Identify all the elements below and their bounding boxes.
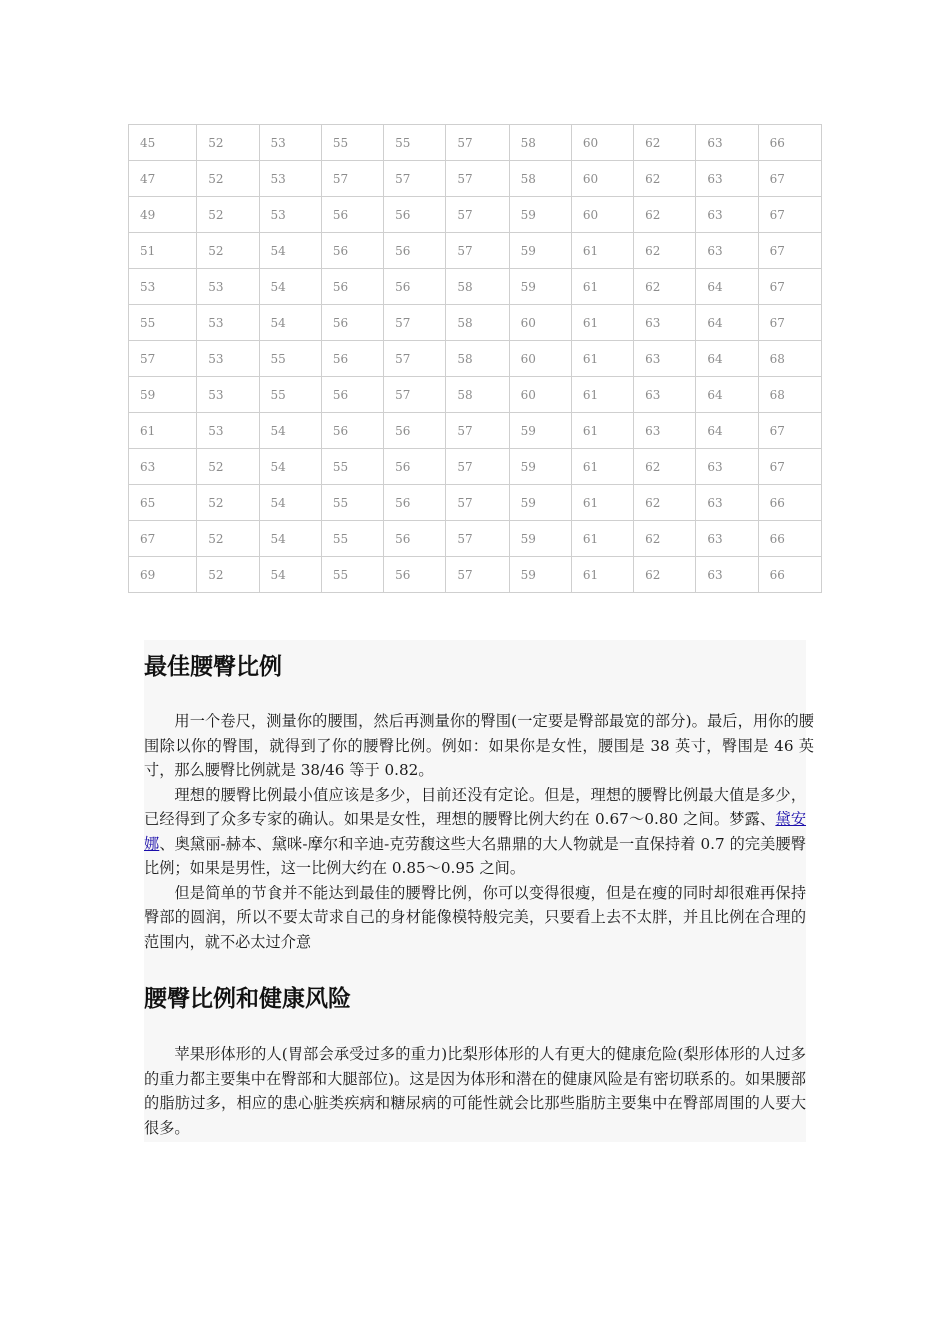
- table-cell: 55: [259, 341, 321, 377]
- table-cell: 57: [446, 233, 509, 269]
- table-cell: 61: [571, 413, 633, 449]
- table-row: [129, 269, 822, 305]
- article-section: [144, 640, 814, 1142]
- table-cell: 52: [197, 233, 259, 269]
- table-cell: 56: [321, 269, 383, 305]
- table-cell: 59: [129, 377, 197, 413]
- table-cell: 68: [758, 341, 821, 377]
- table-row: [129, 305, 822, 341]
- table-cell: 56: [384, 557, 446, 593]
- table-cell: 58: [446, 305, 509, 341]
- section1-body: [144, 709, 814, 954]
- table-cell: 63: [634, 341, 696, 377]
- table-row: [129, 377, 822, 413]
- table-cell: 61: [571, 521, 633, 557]
- table-cell: 62: [634, 197, 696, 233]
- link-diana[interactable]: 黛安娜: [144, 810, 807, 853]
- table-cell: 62: [634, 485, 696, 521]
- table-cell: 63: [634, 377, 696, 413]
- table-row: [129, 125, 822, 161]
- table-row: [129, 485, 822, 521]
- table-cell: 61: [571, 557, 633, 593]
- table-cell: 59: [509, 197, 571, 233]
- table-cell: 61: [571, 485, 633, 521]
- table-cell: 62: [634, 557, 696, 593]
- table-row: [129, 413, 822, 449]
- table-cell: 60: [571, 161, 633, 197]
- table-cell: 62: [634, 521, 696, 557]
- table-cell: 69: [129, 557, 197, 593]
- table-row: [129, 557, 822, 593]
- table-cell: 57: [446, 485, 509, 521]
- table-cell: 62: [634, 269, 696, 305]
- table-cell: 55: [321, 521, 383, 557]
- table-cell: 62: [634, 161, 696, 197]
- table-cell: 60: [509, 377, 571, 413]
- table-cell: 57: [384, 341, 446, 377]
- table-cell: 63: [634, 305, 696, 341]
- table-cell: 63: [696, 557, 758, 593]
- table-cell: 57: [321, 161, 383, 197]
- section2-body: [144, 1042, 806, 1140]
- table-cell: 53: [259, 125, 321, 161]
- table-cell: 63: [696, 521, 758, 557]
- table-cell: 57: [446, 161, 509, 197]
- table-row: [129, 197, 822, 233]
- table-cell: 63: [696, 485, 758, 521]
- table-cell: 61: [571, 377, 633, 413]
- table-cell: 60: [571, 197, 633, 233]
- table-cell: 52: [197, 161, 259, 197]
- table-body: [129, 125, 822, 593]
- table-cell: 57: [384, 305, 446, 341]
- table-cell: 66: [758, 125, 821, 161]
- table-cell: 62: [634, 449, 696, 485]
- table-cell: 61: [129, 413, 197, 449]
- table-cell: 61: [571, 341, 633, 377]
- table-cell: 52: [197, 197, 259, 233]
- table-cell: 54: [259, 557, 321, 593]
- table-cell: 55: [321, 485, 383, 521]
- table-cell: 55: [321, 449, 383, 485]
- table-cell: 56: [384, 485, 446, 521]
- table-cell: 67: [758, 413, 821, 449]
- table-cell: 63: [696, 161, 758, 197]
- table-cell: 60: [509, 305, 571, 341]
- table-cell: 59: [509, 413, 571, 449]
- table-cell: 67: [758, 233, 821, 269]
- table-cell: 67: [129, 521, 197, 557]
- table-cell: 57: [446, 125, 509, 161]
- table-cell: 57: [446, 197, 509, 233]
- table-cell: 52: [197, 449, 259, 485]
- table-cell: 53: [259, 197, 321, 233]
- table-cell: 56: [321, 305, 383, 341]
- table-cell: 58: [509, 161, 571, 197]
- table-cell: 67: [758, 269, 821, 305]
- table-cell: 59: [509, 557, 571, 593]
- table-cell: 56: [321, 197, 383, 233]
- table-cell: 67: [758, 197, 821, 233]
- table-cell: 63: [696, 449, 758, 485]
- table-row: [129, 521, 822, 557]
- table-cell: 59: [509, 269, 571, 305]
- table-cell: 67: [758, 449, 821, 485]
- table-cell: 63: [696, 125, 758, 161]
- table-cell: 55: [129, 305, 197, 341]
- table-cell: 58: [446, 377, 509, 413]
- table-cell: 55: [321, 557, 383, 593]
- table-cell: 61: [571, 233, 633, 269]
- table-cell: 54: [259, 233, 321, 269]
- table-cell: 55: [384, 125, 446, 161]
- table-cell: 63: [129, 449, 197, 485]
- table-cell: 53: [197, 341, 259, 377]
- table-cell: 54: [259, 521, 321, 557]
- table-cell: 54: [259, 449, 321, 485]
- paragraph-ideal-ratio: [144, 783, 806, 881]
- table-cell: 61: [571, 269, 633, 305]
- table-cell: 61: [571, 305, 633, 341]
- table-cell: 66: [758, 557, 821, 593]
- table-cell: 56: [384, 449, 446, 485]
- paragraph-dieting: 但是简单的节食并不能达到最佳的腰臀比例，你可以变得很瘦，但是在瘦的同时却很难再保持臀部的圆润，所以不要太苛求自己的身材能像模特般完美，只要看上去不太胖，并且比例在合理的范围内，就不必太过介意: [144, 883, 806, 951]
- table-row: [129, 233, 822, 269]
- table-cell: 56: [384, 233, 446, 269]
- table-cell: 55: [321, 125, 383, 161]
- table-cell: 54: [259, 269, 321, 305]
- table-cell: 56: [384, 413, 446, 449]
- table-cell: 60: [509, 341, 571, 377]
- paragraph-ideal-ratio-part1: 理想的腰臀比例最小值应该是多少，目前还没有定论。但是，理想的腰臀比例最大值是多少，已经得到了众多专家的确认。如果是女性，理想的腰臀比例大约在 0.67～0.80 之间。梦露、: [144, 785, 806, 828]
- table-row: [129, 161, 822, 197]
- table-cell: 64: [696, 413, 758, 449]
- table-cell: 57: [129, 341, 197, 377]
- table-cell: 54: [259, 413, 321, 449]
- table-cell: 57: [384, 161, 446, 197]
- table-cell: 56: [384, 197, 446, 233]
- table-cell: 45: [129, 125, 197, 161]
- table-cell: 49: [129, 197, 197, 233]
- table-cell: 53: [197, 413, 259, 449]
- table-cell: 57: [446, 557, 509, 593]
- table-cell: 63: [696, 197, 758, 233]
- table-cell: 56: [321, 233, 383, 269]
- table-cell: 66: [758, 485, 821, 521]
- table-cell: 63: [696, 233, 758, 269]
- table-cell: 47: [129, 161, 197, 197]
- table-cell: 57: [446, 413, 509, 449]
- table-cell: 56: [321, 413, 383, 449]
- table-cell: 53: [197, 269, 259, 305]
- table-cell: 63: [634, 413, 696, 449]
- table-cell: 64: [696, 341, 758, 377]
- section-heading-best-ratio: 最佳腰臀比例: [144, 654, 282, 680]
- table-cell: 56: [321, 377, 383, 413]
- table-cell: 52: [197, 125, 259, 161]
- table-cell: 56: [321, 341, 383, 377]
- table-cell: 64: [696, 305, 758, 341]
- table-row: [129, 341, 822, 377]
- table-cell: 67: [758, 161, 821, 197]
- table-cell: 53: [259, 161, 321, 197]
- table-cell: 53: [197, 305, 259, 341]
- table-cell: 57: [384, 377, 446, 413]
- table-cell: 62: [634, 233, 696, 269]
- table-cell: 55: [259, 377, 321, 413]
- table-cell: 57: [446, 521, 509, 557]
- table-cell: 58: [446, 341, 509, 377]
- table-cell: 68: [758, 377, 821, 413]
- table-cell: 52: [197, 557, 259, 593]
- paragraph-ideal-ratio-part2: 、奥黛丽-赫本、黛咪-摩尔和辛迪-克劳馥这些大名鼎鼎的大人物就是一直保持着 0.7 的完美腰臀比例；如果是男性，这一比例大约在 0.85～0.95 之间。: [144, 834, 806, 877]
- table-cell: 59: [509, 449, 571, 485]
- table-cell: 65: [129, 485, 197, 521]
- table-cell: 62: [634, 125, 696, 161]
- section-heading-health-risk: 腰臀比例和健康风险: [144, 986, 351, 1012]
- table-cell: 59: [509, 485, 571, 521]
- table-cell: 64: [696, 377, 758, 413]
- table-cell: 60: [571, 125, 633, 161]
- table-cell: 52: [197, 485, 259, 521]
- table-cell: 59: [509, 521, 571, 557]
- table-cell: 66: [758, 521, 821, 557]
- table-cell: 57: [446, 449, 509, 485]
- table-row: [129, 449, 822, 485]
- paragraph-measure-method: 用一个卷尺，测量你的腰围，然后再测量你的臀围(一定要是臀部最宽的部分)。最后，用你的腰围除以你的臀围，就得到了你的腰臀比例。例如：如果你是女性，腰围是 38 英寸，臀围是 46 英寸，那么腰臀比例就是 38/46 等于 0.82。: [144, 712, 814, 779]
- table-cell: 58: [446, 269, 509, 305]
- table-cell: 51: [129, 233, 197, 269]
- table-cell: 59: [509, 233, 571, 269]
- table-cell: 53: [129, 269, 197, 305]
- table-cell: 54: [259, 305, 321, 341]
- table-cell: 52: [197, 521, 259, 557]
- table-cell: 53: [197, 377, 259, 413]
- table-cell: 64: [696, 269, 758, 305]
- size-chart-table: [128, 124, 822, 593]
- table-cell: 54: [259, 485, 321, 521]
- paragraph-health-risk: 苹果形体形的人(胃部会承受过多的重力)比梨形体形的人有更大的健康危险(梨形体形的人过多的重力都主要集中在臀部和大腿部位)。这是因为体形和潜在的健康风险是有密切联系的。如果腰部的脂肪过多，相应的患心脏类疾病和糖尿病的可能性就会比那些脂肪主要集中在臀部周围的人要大很多。: [144, 1045, 806, 1137]
- table-cell: 58: [509, 125, 571, 161]
- table-cell: 61: [571, 449, 633, 485]
- table-cell: 56: [384, 521, 446, 557]
- table-cell: 56: [384, 269, 446, 305]
- table-cell: 67: [758, 305, 821, 341]
